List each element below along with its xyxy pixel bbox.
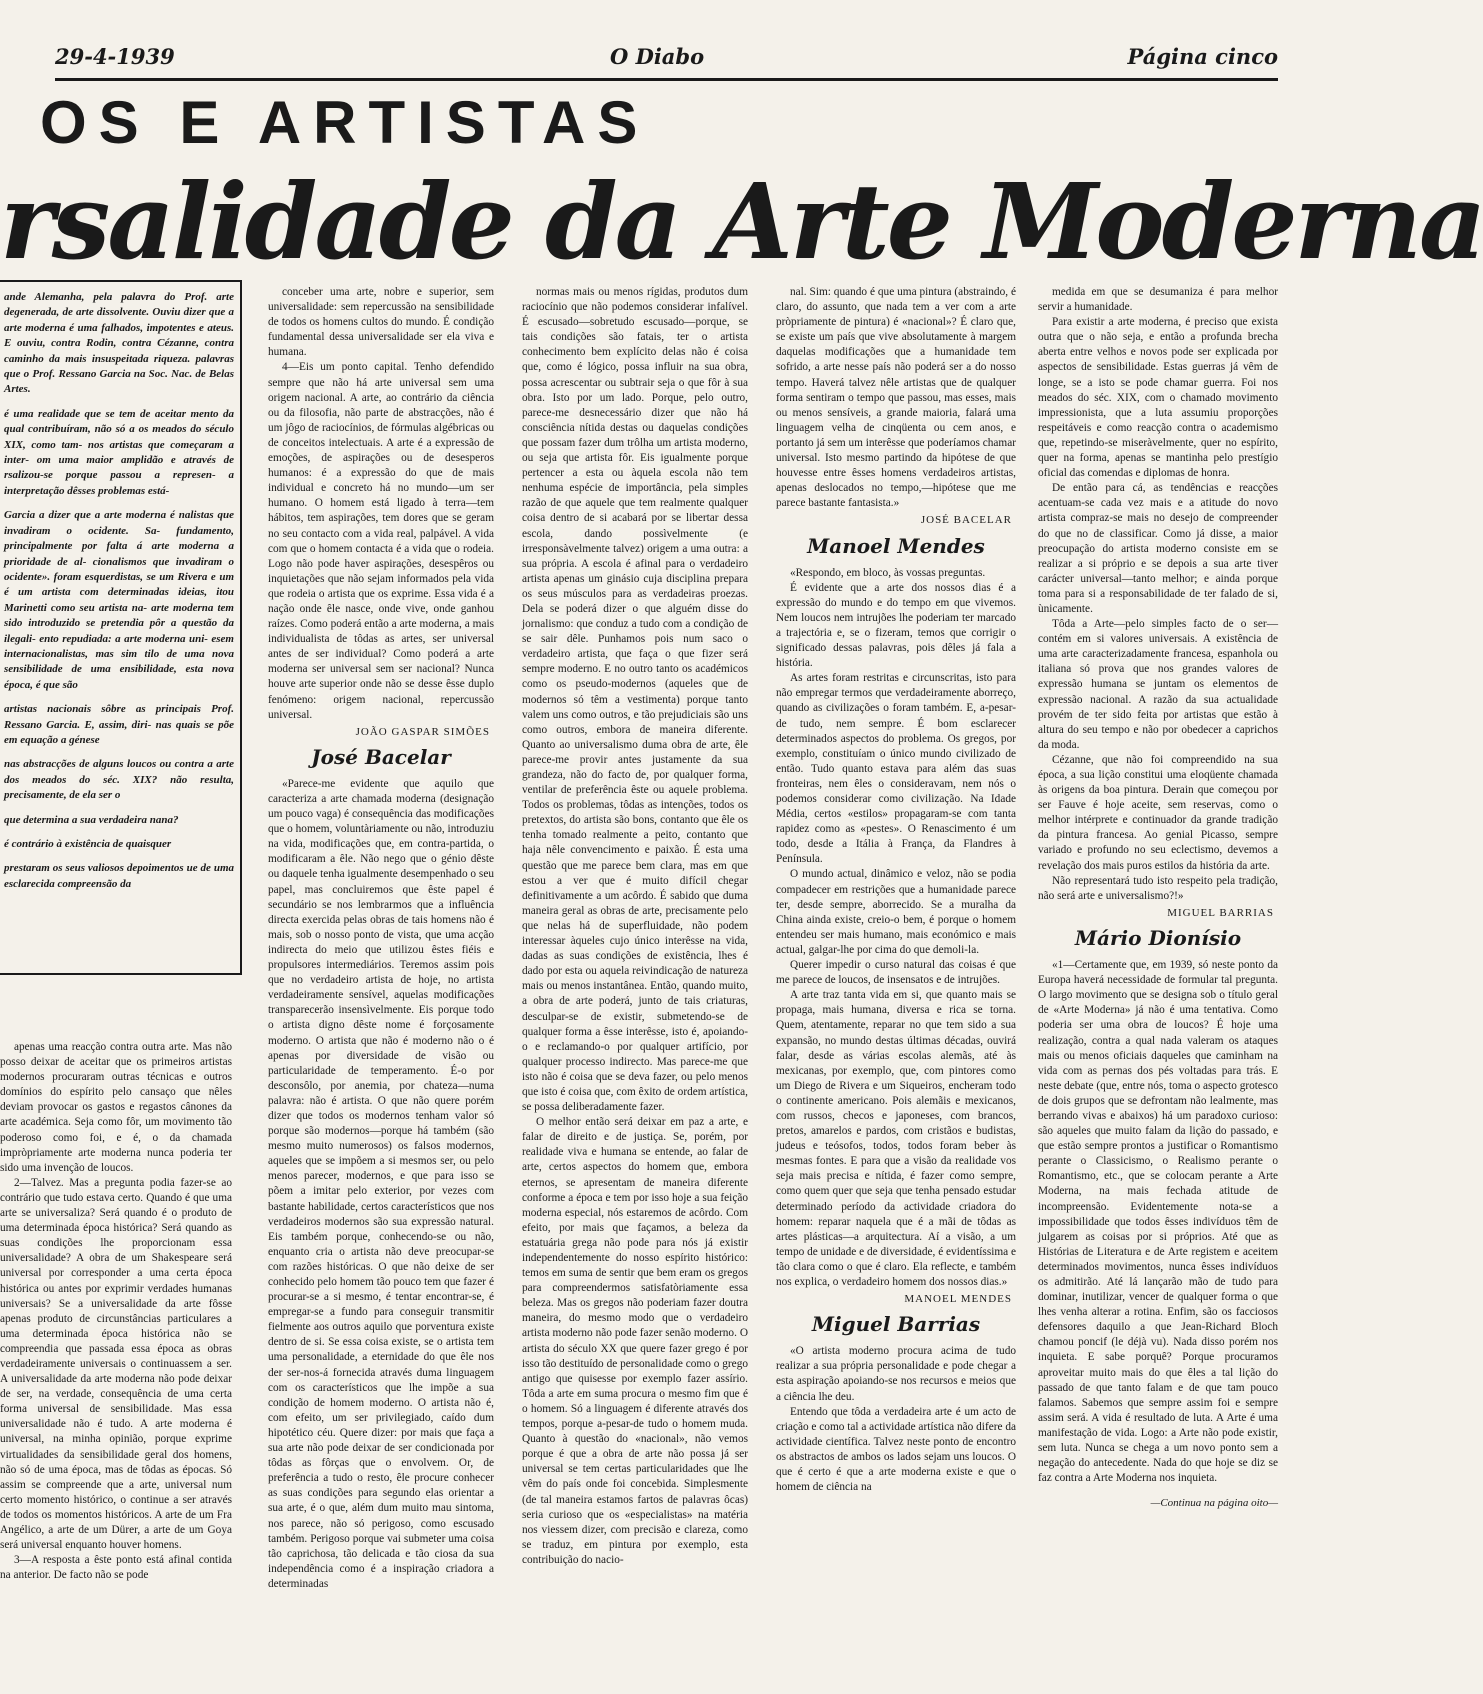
paragraph: 3—A resposta a êste ponto está afinal contida na anterior. De facto não se pode (0, 1554, 232, 1582)
signature-barrias: MIGUEL BARRIAS (1167, 906, 1274, 919)
paragraph: O melhor então será deixar em paz a arte, e falar de direito e de justiça. Se, porém, por realidade viva e humana se entende, ao falar de arte, certos aspectos do homem que, embora eternos, se apresentam de maneira diferente conforme a época e tem por isso hoje a sua feição moderna especial, nós estaremos de acôrdo. Com efeito, por mais que façamos, a beleza da estatuária grega não pode para nós já existir independentemente do nosso espírito histórico: temos em suma de sentir que bem eram os gregos para compreendermos satisfatòriamente essa beleza. Mas os gregos não poderiam fazer doutra maneira, do mesmo modo que o verdadeiro artista moderno não pode fazer senão moderno. O artista do século XX que quere fazer grego é por isso tão destituído de personalidade como o grego antigo que quisesse por exemplo fazer assírio. Tôda a arte em suma procura o mesmo fim que é o homem. Só a linguagem é diferente através dos tempos, porque a-pesar-de tudo o homem muda. Quanto à questão do «nacional», não vemos porque é que a obra de arte não possa já ser universal se tem certas particularidades que lhe vêm do país onde foi concebida. Simplesmente (de tal maneira estamos fartos de palavras ôcas) seria curioso que os «especialistas» na matéria nos viessem dizer, com precisão e clareza, como se traduz, em pintura por exemplo, esta contribuição do nacio- (522, 1116, 748, 1566)
paragraph: conceber uma arte, nobre e superior, sem universalidade: sem repercussão na sensibilidade de todos os homens cultos do mundo. É condição fundamental dessa universalidade ser ela viva e humana. (268, 286, 494, 359)
paragraph: nal. Sim: quando é que uma pintura (abstraindo, é claro, do assunto, que nada tem a ver com a arte pròpriamente de pintura) é «nacional»? É claro que, se existe um país que vive absolutamente à margem daquelas modificações que a humanidade tem sofrido, a arte nesse país não poderá ser a do nosso tempo. Haverá talvez nêle artistas que de qualquer forma sentiram o tempo que passou, mas esses, mais ou menos sensíveis, a grande maioria, falará uma linguagem velha de cinqüenta ou cem anos, e portanto já sem um interêsse que poderíamos chamar universal. Isto mesmo partindo da hipótese de que houvesse entre êsses homens verdadeiros artistas, apenas deslocados no tempo,—hipótese que me parece bastante fantasista.» (776, 286, 1016, 510)
author-name-barrias: Miguel Barrias (811, 1312, 981, 1337)
paragraph: normas mais ou menos rígidas, produtos dum raciocínio que não podemos considerar infalível. É escusado—sobretudo escusado—porque, se tais condições são fatais, ter o artista conhecimento bem explícito delas não é coisa que, como é lógico, possa influir na sua obra, possa acrescentar ou subtrair seja o que fôr à sua obra. Isto por um lado. Porque, pelo outro, parece-me desnecessário dizer que não há consciência nítida destas ou daquelas condições que possam fazer dum trôlha um artista moderno, ou seja que artista fôr. Eis igualmente porque pertencer a esta ou àquela escola não tem nenhuma espécie de importância, pela simples razão de que aquele que tem realmente qualquer coisa dentro de si acabará por se libertar dessa escola, dando possìvelmente (e irresponsàvelmente talvez) origem a uma outra: a sua própria. A escola é afinal para o verdadeiro artista apenas um ginásio cuja disciplina prepara os seus músculos para as verdadeiras proezas. Dela se poderá dizer o que alguém disse do jornalismo: que conduz a tudo com a condição de se sair dêle. Punhamos pois num saco o verdadeiro artista, que faça o que fizer será sempre moderno. E no outro tanto os académicos como os pseudo-modernos (aqueles que de modernos só têm a vestimenta) porque tanto valem uns como outros, e tão prejudiciais são uns como outros, embora de maneira diferente. Quanto ao universalismo duma obra de arte, êle parece-me provir antes justamente da sua grandeza, não do facto de, por qualquer forma, ventilar de preferência êste ou aquele problema. Todos os problemas, tôdas as intenções, todos os pretextos, do artista são bons, contanto que êle os tenha tomado realmente a peito, contanto que haja nêle convencimento e paixão. É esta uma questão que me parece bem clara, mas em que estou a ver que é muito difícil chegar definitivamente a um acôrdo. É sabido que duma maneira geral as obras de arte, precisamente pelo que nelas há de superfluidade, não podem interessar àqueles cujo único interêsse na vida, dadas as suas condições de existência, lhes é dado por esta ou aquela reivindicação de natureza mais ou menos instantânea. Então, quando muito, a obra de arte poderá, junto de tais criaturas, desculpar-se de existir, submetendo-se de qualquer forma a êsse interêsse, isto é, apoiando-o e reclamando-o por qualquer artifício, por qualquer processo indirecto. Mas parece-me que isto não é coisa que se deva fazer, ou pelo menos que isto é coisa que, com êxito de ordem artística, se possa deliberadamente fazer. (522, 286, 748, 1114)
paragraph: artistas nacionais sôbre as principais Prof. Ressano Garcia. E, assim, diri- nas quais se põe em equação a génese (4, 703, 234, 746)
paragraph: é uma realidade que se tem de aceitar mento da qual contribuíram, não só a os meados do século XIX, como tam- nos artistas que começaram a inter- om uma maior amplidão e através de rsalizou-se porque passou a represen- a interpretação dêsses problemas está- (4, 407, 234, 497)
paragraph: Tôda a Arte—pelo simples facto de o ser—contém em si valores universais. A existência de uma arte caracterizadamente francesa, espanhola ou italiana só prova que nos grandes valores de expressão humana se juntam os elementos de expressão nacional. A razão da sua actualidade provém de ter sido feita por artistas que estão à altura do seu tempo e não por obedecer a caprichos da moda. (1038, 618, 1278, 751)
author-name-dionisio: Mário Dionísio (1074, 925, 1242, 950)
paragraph: ande Alemanha, pela palavra do Prof. arte degenerada, de arte dissolvente. Ouviu dizer que a arte moderna é uma falhados, impotentes e ateus. E ouviu, contra Rodin, contra Cézanne, contra caminho da mais insuspeitada riqueza. palavras que o Prof. Ressano Garcia na Soc. Nac. de Belas Artes. (4, 291, 234, 396)
paragraph: É evidente que a arte dos nossos dias é a expressão do mundo e do tempo em que vivemos. Nem loucos nem intrujões lhe poderiam ter marcado a trajectória e, se o fizeram, temos que corrigir o significado dessas palavras, pois dêles já fala a história. (776, 581, 1016, 670)
paragraph: A arte traz tanta vida em si, que quanto mais se propaga, mais humana, diversa e rica se torna. Quem, atentamente, reparar no que tem sido a sua expansão, no mundo destas últimas décadas, ouvirá falar, desde as várias escolas alemãs, até às mexicanas, por exemplo, que, com pintores como um Diego de Rivera e um Siqueiros, encheram todo o continente americano. Pois alemãis e mexicanos, com russos, checos e japoneses, com brancos, pretos, amarelos e pardos, com cristãos e budistas, judeus e teósofos, todos, todos foram beber às mesmas fontes. E para que a visão da realidade vos seja mais precisa e nítida, é fazer como sempre, como quem quer que seja que tenha pensado estudar determinado período da actividade criadora do homem: reparar naquela que é a mãi de tôdas as artes plásticas—a arquitectura. Aí a visão, a um tempo de unidade e de diversidade, é evidentíssima e tão clara como o que é claro. Ela reflecte, e também nos explica, o verdadeiro homem dos nossos dias.» (776, 989, 1016, 1288)
paragraph: Para existir a arte moderna, é preciso que exista outra que o não seja, e então a profunda brecha aberta entre velhos e novos pode ser explicada por aspectos de sensibilidade. Estas guerras já vêm de longe, se a isto se pode chamar guerra. Foi nos meados do séc. XIX, com o chamado movimento impressionista, que a luta assumiu proporções respeitáveis e como reacção contra o academismo que, repetindo-se miseràvelmente, quer no espírito, quer na forma, apenas se mantinha pelo prestígio oficial das comendas e diplomas de honra. (1038, 316, 1278, 480)
header-rule (55, 78, 1278, 81)
paragraph: «1—Certamente que, em 1939, só neste ponto da Europa haverá necessidade de formular tal pregunta. O largo movimento que se designa sob o título geral de «Arte Moderna» já não é uma tentativa. Como poderia ser uma obra de loucos? É hoje uma realização, contra a qual nada valeram os ataques mais ou menos oficiais daqueles que caminham na vida com as pernas dos pés voltadas para trás. E neste debate (que, entre nós, toma o aspecto grotesco de dois grupos que se defrontam não lealmente, mas berrando vivas e abaixos) há um paradoxo curioso: são aqueles que muito falam da lição do passado, e que estão sempre prontos a justificar o Romantismo perante o Classicismo, o Realismo perante o Romantismo, etc., que se colocam perante a Arte Moderna, na mais fechada atitude de incompreensão. Evidentemente nota-se a impossibilidade que todos êsses indivíduos têm de julgarem as coisas por si próprios. Até que as Histórias de Literatura e de Arte registem e aceitem determinados movimentos, nunca êsses indivíduos os admitirão. Até lá lançarão mão de tudo para dominar, inutilizar, vencer de qualquer forma o que lhes venha alterar a rotina. Enfim, são os facciosos defensores daquilo a que Jean-Richard Bloch chamou poncif (le déjà vu). Nada disso porém nos inquieta. E sabe porquê? Porque procuramos aproveitar muito mais do que êles a tal lição do passado de que tanto falam e de que tam pouco falamos. Sabemos que sempre assim foi e sempre assim será. A vida é resultado de luta. A Arte é uma manifestação de vida. Logo: a Arte não pode existir, sem luta. Nunca se chega a um novo ponto sem a negação do antecedente. Nada do que hoje se diz se faz contra a Arte Moderna nos inquieta. (1038, 959, 1278, 1485)
paragraph: Cézanne, que não foi compreendido na sua época, a sua lição constitui uma eloqüente chamada às origens da boa pintura. Derain que começou por ser Fauve é hoje aceite, sem reservas, como o melhor intérprete e continuador da grande tradição da pintura francesa. Ao genial Picasso, sempre variado e profundo no seu eclectismo, devemos a revelação dos mais puros estilos da história da arte. (1038, 753, 1278, 872)
paragraph: apenas uma reacção contra outra arte. Mas não posso deixar de aceitar que os primeiros artistas modernos procuraram outras técnicas e outros domínios do espírito pelo cansaço que nêles deviam provocar os gastos e regastos cânones da arte académica. Seja como fôr, um movimento tão poderoso como foi, e é, o da chamada impròpriamente arte moderna nunca poderia ter sido uma invenção de loucos. (0, 1041, 232, 1174)
paragraph: Não representará tudo isto respeito pela tradição, não será arte e universalismo?!» (1038, 874, 1278, 902)
page-header (55, 42, 1278, 82)
paragraph: Garcia a dizer que a arte moderna é nalistas que invadiram o ocidente. Sa- fundamento, principalmente por falta á arte moderna a prioridade de al- cionalismos que invadiram o ocidente». foram esquerdistas, se um Rivera e um é um artista com determinadas ideias, itou Marinetti como seu artista na- arte moderna tem sido introduzido se pretendia pôr a questão da ilegali- ento repudiada: a arte moderna uni- esem internacionalistas, mas sim tilo de uma nova sensibilidade de uma ensibilidade, esta nova época, é que são (4, 509, 234, 691)
column-5 (1038, 285, 1278, 1685)
paragraph: «O artista moderno procura acima de tudo realizar a sua própria personalidade e pode chegar a esta aspiração apoiando-se nos recursos e meios que a ciência lhe deu. (776, 1345, 1016, 1403)
paragraph: Entendo que tôda a verdadeira arte é um acto de criação e como tal a actividade artística não difere da actividade científica. Talvez neste ponto de encontro os abstractos de ambos os lados sejam uns loucos. O que é certo é que a arte moderna existe e que o homem de ciência na (776, 1405, 1016, 1494)
author-name-mendes: Manoel Mendes (807, 533, 985, 558)
signature-bacelar: JOSÉ BACELAR (920, 514, 1012, 527)
page-number: Página cinco (1127, 44, 1278, 69)
intro-box (0, 280, 242, 975)
paragraph: O mundo actual, dinâmico e veloz, não se podia compadecer em restrições que a humanidade parece ter, desde sempre, aborrecido. Se a muralha da China ainda existe, creio-o bem, é porque o homem entendeu ser mais humano, mais económico e mais actual, galgar-lhe por cima do que demoli-la. (776, 868, 1016, 956)
issue-date: 29-4-1939 (55, 44, 175, 69)
column-2 (268, 285, 494, 1685)
paragraph: «Respondo, em bloco, às vossas preguntas. (790, 566, 986, 579)
publication-name: O Diabo (610, 44, 705, 69)
paragraph: nas abstracções de alguns loucos ou contra a arte dos meados do séc. XIX? não resulta, precisamente, de ela ser o (4, 758, 234, 802)
paragraph: que determina a sua verdadeira nana? (4, 813, 179, 826)
paragraph: De então para cá, as tendências e reacções acentuam-se cada vez mais e a atitude do novo artista compraz-se mais no desejo de compreender do que no de classificar. Como já disse, a maior preocupação do artista moderno consiste em se realizar a si próprio e se depois a sua arte tiver carácter universal—tanto melhor; e ainda porque toma para si a responsabilidade de ter falado de si, ùnicamente. (1038, 482, 1278, 615)
paragraph: é contrário à existência de quaisquer (4, 838, 172, 850)
signature-mendes: MANOEL MENDES (904, 1293, 1012, 1306)
paragraph: «Parece-me evidente que aquilo que caracteriza a arte chamada moderna (designação um pouco vaga) é consequência das modificações que o homem, voluntàriamente ou não, introduziu na vida, modificações que, em contra-partida, o modificaram a êle. Não nego que o génio dêste ou daquele tenha igualmente desempenhado o seu papel, mas concluiremos que êste papel é secundário se nos lembrarmos que a influência directa exercida pelas obras de tais homens não é mais, sob o nosso ponto de vista, que uma acção indirecta do meio que utilizou êstes fiéis e propulsores intermediários. Teremos assim pois que no verdadeiro artista de hoje, no artista verdadeiramente sensível, aquelas modificações transparecerão insensìvelmente. Eis porque todo o artista digno dêste nome é forçosamente moderno. O artista que não é moderno não o é apenas por diversidade de visão ou particularidade de temperamento. É-o por desconsôlo, por anemia, por chateza—numa palavra: não é artista. O que não quere porém dizer que todos os modernos tenham valor só porque são modernos—porque há também (são mesmo muito numerosos) os falsos modernos, aqueles que se impõem a si mesmos ser, ou pelo menos parecer, modernos, e que para isso se põem a imitar pelo exterior, por vezes com bastante habilidade, certos característicos que nos verdadeiros modernos são sua expressão natural. Eis também porque, conhecendo-se ou não, enquanto cria o artista não deve preocupar-se com razões históricas. O que não deixe de ser conhecido pelo homem tão pouco tem que fazer é procurar-se a si mesmo, é tentar encontrar-se, é empregar-se a fundo para conseguir transmitir fielmente aos outros aquilo que porventura existe dentro de si. Se essa coisa existe, se o artista tem uma personalidade, a eternidade do que êle nos der ser-nos-á fornecida através duma linguagem com os característicos que lhe impõe a sua condição de homem moderno. O artista não é, com efeito, um ser privilegiado, caído dum hipotético céu. Quere dizer: por mais que faça a sua arte não pode deixar de ser condicionada por tôdas as fôrças que o envolvem. Or, de preferência a tudo o resto, êle procure conhecer as suas condições para segundo elas orientar a sua arte, é o que, além dum muito mau sintoma, nos parece, não só perigoso, como escusado também. Perigoso porque vai submeter uma coisa tão caprichosa, tão delicada e tão ciosa da sua independência como é a inspiração criadora a determinadas (268, 777, 494, 1590)
paragraph: 4—Eis um ponto capital. Tenho defendido sempre que não há arte universal sem uma origem nacional. A arte, ao contrário da ciência ou da filosofia, não parte de abstracções, não é um jôgo de raciocínios, de fórmulas algébricas ou de conceitos intelectuais. A arte é a expressão de emoções, de aspirações ou de desesperos humanos: é a expressão do que de mais individual e concreto há no mundo—um ser humano. O homem está ligado à terra—tem hábitos, tem aspirações, tem dores que se geram no seu contacto com a vida real, palpável. A vida com que o homem contacta é a vida que o rodeia. Logo não pode haver aspirações, desespêros ou inquietações que não sejam informados pela vida que rodeia o artista que os exprime. Essa vida é a nação onde êle nasce, onde vive, onde ganhou raízes. Como poderá então a arte moderna, a mais individualista de tôdas as artes, ser universal antes de ser individual? Como poderá a arte moderna ser universal sem ser nacional? Nunca houve arte superior onde não se desse êsse duplo fenómeno: origem nacional, repercussão universal. (268, 361, 494, 721)
paragraph: As artes foram restritas e circunscritas, isto para não empregar termos que verdadeiramente aborreço, quando as civilizações o foram também. E, a-pesar-de tudo, nem sempre. É bom esclarecer determinados aspectos do problema. Os gregos, por exemplo, constituíam o único mundo civilizado de então. Tudo quanto estava para além das suas fronteiras, nem êles o consideravam, nem nós o podemos considerar como civilização. Na Idade Média, certos «estilos» propagaram-se com tanta rapidez como as «pestes». O Renascimento é um todo, desde a Itália à França, da Flandres à Península. (776, 672, 1016, 866)
paragraph: Querer impedir o curso natural das coisas é que me parece de loucos, de insensatos e de intrujões. (776, 959, 1016, 987)
paragraph: 2—Talvez. Mas a pregunta podia fazer-se ao contrário que tudo estava certo. Quando é que uma arte se universaliza? Será quando é o produto de uma determinada época histórica? Será quando as suas condições lhe proporcionam essa universalidade? A obra de um Shakespeare será universal por corresponder a uma certa época histórica ou antes por exprimir verdades humanas universais? Se a universalidade da arte fôsse apenas produto de circunstâncias particulares a uma determinada época histórica não se compreendia que passada essa época as obras verdadeiramente universais o continuassem a ser. A universalidade da arte moderna não pode deixar de ser, na verdade, consequência de uma certa forma universal de sensibilidade. Mas essa universalidade não é tudo. A arte moderna é universal, na minha opinião, porque exprime virtualidades da sensibilidade geral dos homens, não só de uma época, mas de tôdas as épocas. Só assim se compreende que a arte, universal num certo momento histórico, o continue a ser através de todos os momentos históricos. A arte de um Fra Angélico, a arte de um Dürer, a arte de um Goya será universal enquanto houver homens. (0, 1176, 232, 1552)
continuation-note: —Continua na página oito— (1150, 1497, 1278, 1510)
paragraph: prestaram os seus valiosos depoimentos ue de uma esclarecida compreensão da (4, 862, 234, 890)
paragraph: medida em que se desumaniza é para melhor servir a humanidade. (1038, 286, 1278, 314)
headline: rsalidade da Arte Moderna (0, 160, 1483, 283)
author-name-bacelar: José Bacelar (311, 744, 451, 769)
signature-simoes: JOÃO GASPAR SIMÕES (355, 725, 490, 738)
column-4 (776, 285, 1016, 1685)
column-3 (522, 285, 748, 1685)
column-1 (0, 1040, 232, 1680)
section-kicker: OS E ARTISTAS (40, 89, 650, 156)
